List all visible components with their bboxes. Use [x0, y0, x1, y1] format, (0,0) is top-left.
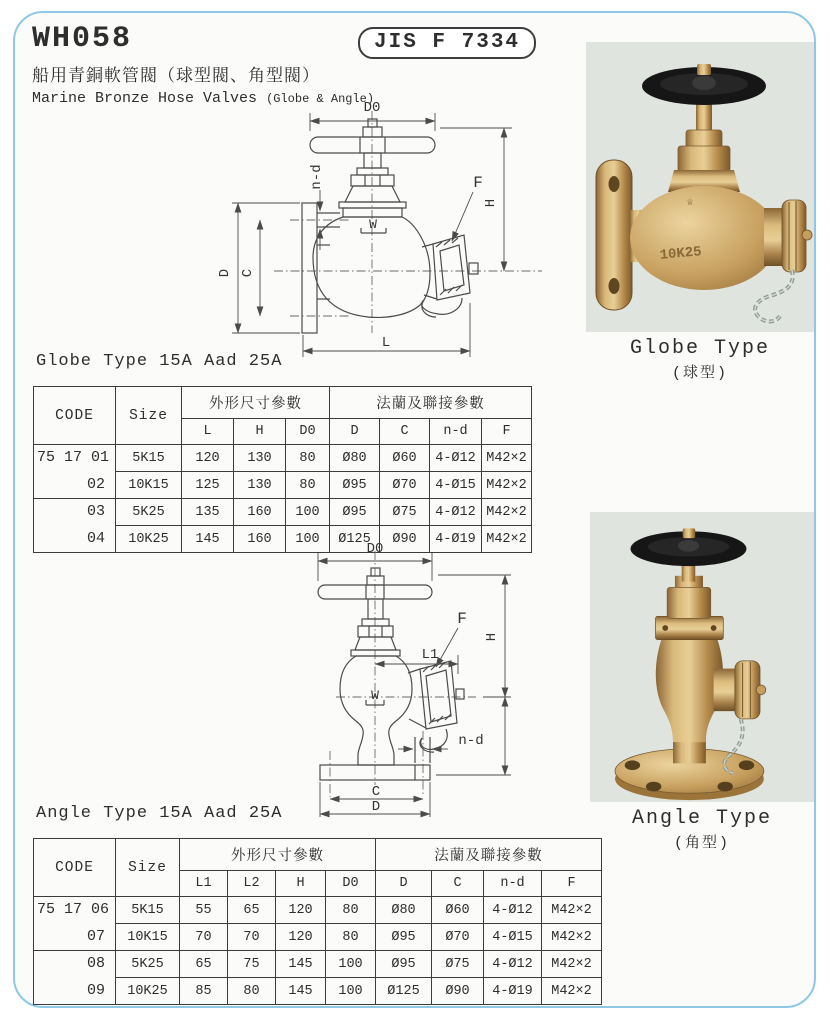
group-header-flange: 法蘭及聯接參數 — [330, 387, 532, 419]
valve-body — [630, 186, 778, 290]
value-cell: 120 — [276, 924, 326, 951]
value-cell: 160 — [234, 499, 286, 526]
col-header: L — [182, 419, 234, 445]
col-header: D0 — [286, 419, 330, 445]
value-cell: 4-Ø12 — [484, 897, 542, 924]
col-header-code: CODE — [34, 387, 116, 445]
dim-label-f: F — [473, 174, 483, 192]
value-cell: 80 — [326, 897, 376, 924]
value-cell: 80 — [228, 978, 276, 1005]
value-cell: Ø95 — [330, 499, 380, 526]
table-row — [34, 978, 602, 1005]
bonnet-hex — [678, 146, 730, 172]
angle-section-label: Angle Type 15A Aad 25A — [36, 804, 283, 823]
col-header: n-d — [430, 419, 482, 445]
crown-cast-icon: ♕ — [686, 197, 694, 209]
code-value: 75 17 01 — [37, 449, 110, 466]
value-cell: Ø95 — [330, 472, 380, 499]
angle-centerlines — [330, 551, 476, 797]
value-cell: M42×2 — [482, 499, 532, 526]
size-cell: 10K15 — [116, 472, 182, 499]
globe-valve-photo-block — [586, 42, 814, 382]
col-header: F — [482, 419, 532, 445]
value-cell: 100 — [326, 978, 376, 1005]
model-number: WH058 — [32, 22, 133, 56]
cast-mark-w: W — [371, 688, 379, 703]
angle-valve-photo-art — [590, 512, 814, 802]
angle-valve-outline — [318, 568, 464, 780]
flange-bolt-hole — [717, 782, 732, 792]
angle-spec-table — [33, 838, 602, 1005]
table-row — [34, 445, 532, 472]
valve-body — [656, 640, 723, 742]
col-header: L2 — [228, 871, 276, 897]
value-cell: 70 — [180, 924, 228, 951]
dim-label-c: C — [240, 268, 256, 278]
globe-valve-photo-art — [586, 42, 814, 332]
value-cell: Ø95 — [376, 924, 432, 951]
value-cell: 145 — [182, 526, 234, 553]
globe-photo-caption-zh: (球型) — [671, 365, 728, 382]
value-cell: 100 — [286, 526, 330, 553]
value-cell: 4-Ø12 — [484, 951, 542, 978]
dim-label-l1: L1 — [421, 647, 439, 663]
gland-nut — [686, 130, 722, 148]
value-cell: 4-Ø15 — [430, 472, 482, 499]
bonnet-hex — [667, 587, 711, 618]
globe-valve-photo — [586, 42, 814, 332]
col-header: H — [234, 419, 286, 445]
col-header: L1 — [180, 871, 228, 897]
col-header: D — [376, 871, 432, 897]
value-cell: 120 — [182, 445, 234, 472]
code-cell — [34, 445, 116, 499]
value-cell: M42×2 — [482, 526, 532, 553]
value-cell: 130 — [234, 472, 286, 499]
flange-bolt-hole — [739, 760, 754, 770]
cast-mark-w: W — [369, 217, 377, 232]
col-header-size: Size — [116, 839, 180, 897]
globe-valve-drawing — [210, 95, 560, 370]
size-cell: 10K25 — [116, 526, 182, 553]
angle-valve-photo-block — [590, 512, 814, 852]
value-cell: Ø60 — [432, 897, 484, 924]
value-cell: 145 — [276, 978, 326, 1005]
dim-label-c: C — [371, 784, 381, 800]
value-cell: 130 — [234, 445, 286, 472]
value-cell: M42×2 — [542, 897, 602, 924]
globe-section-label: Globe Type 15A Aad 25A — [36, 352, 283, 371]
size-cell: 5K15 — [116, 897, 180, 924]
flange-bolt-hole — [609, 176, 620, 192]
angle-valve-photo — [590, 512, 814, 802]
code-value: 07 — [86, 927, 105, 945]
value-cell: 4-Ø12 — [430, 499, 482, 526]
value-cell: 4-Ø19 — [484, 978, 542, 1005]
code-value: 03 — [86, 503, 105, 521]
value-cell: 135 — [182, 499, 234, 526]
value-cell: 75 — [228, 951, 276, 978]
flange-bolt-hole — [609, 278, 620, 294]
value-cell: 65 — [228, 897, 276, 924]
value-cell: M42×2 — [542, 951, 602, 978]
group-header-flange: 法蘭及聯接參數 — [376, 839, 602, 871]
cap-bolt — [756, 685, 766, 695]
title-english-main: Marine Bronze Hose Valves — [32, 89, 258, 107]
code-value: 04 — [86, 529, 105, 547]
col-header: F — [542, 871, 602, 897]
value-cell: 160 — [234, 526, 286, 553]
size-cell: 10K15 — [116, 924, 180, 951]
code-value: 75 17 06 — [37, 901, 110, 918]
value-cell: M42×2 — [542, 978, 602, 1005]
dim-label-d0: D0 — [363, 100, 381, 116]
value-cell: M42×2 — [482, 472, 532, 499]
col-header: C — [432, 871, 484, 897]
cap-bolt — [802, 230, 812, 240]
globe-spec-table — [33, 386, 532, 553]
col-header: C — [380, 419, 430, 445]
flange-bolt-hole — [625, 760, 640, 770]
col-header-code: CODE — [34, 839, 116, 897]
table-row — [34, 924, 602, 951]
col-header-size: Size — [116, 387, 182, 445]
value-cell: 4-Ø19 — [430, 526, 482, 553]
col-header: D — [330, 419, 380, 445]
dim-label-f: F — [457, 610, 467, 628]
value-cell: 100 — [326, 951, 376, 978]
value-cell: 4-Ø12 — [430, 445, 482, 472]
code-cell — [34, 897, 116, 951]
size-cell: 10K25 — [116, 978, 180, 1005]
col-header: H — [276, 871, 326, 897]
value-cell: 4-Ø15 — [484, 924, 542, 951]
value-cell: Ø70 — [380, 472, 430, 499]
globe-centerlines — [274, 111, 542, 333]
value-cell: 65 — [180, 951, 228, 978]
value-cell: Ø80 — [330, 445, 380, 472]
value-cell: 80 — [286, 472, 330, 499]
globe-valve-outline — [302, 119, 478, 333]
dim-label-d: D — [371, 799, 381, 815]
title-english-sub: (Globe & Angle) — [266, 91, 375, 106]
angle-photo-caption-zh: (角型) — [673, 835, 730, 852]
value-cell: 80 — [326, 924, 376, 951]
value-cell: Ø125 — [330, 526, 380, 553]
dim-label-nd: n-d — [309, 164, 325, 190]
value-cell: 55 — [180, 897, 228, 924]
angle-dimension-labels — [367, 541, 500, 815]
value-cell: 125 — [182, 472, 234, 499]
code-value: 02 — [86, 475, 105, 493]
size-cell: 5K15 — [116, 445, 182, 472]
col-header: n-d — [484, 871, 542, 897]
angle-photo-caption: Angle Type — [631, 807, 773, 830]
size-cell: 5K25 — [116, 951, 180, 978]
dim-label-d: D — [217, 268, 233, 278]
group-header-dims: 外形尺寸參數 — [182, 387, 330, 419]
value-cell: 100 — [286, 499, 330, 526]
dim-label-l: L — [381, 335, 391, 351]
code-cell — [34, 499, 116, 553]
value-cell: Ø75 — [380, 499, 430, 526]
globe-dimension-labels — [217, 100, 499, 351]
title-chinese: 船用青銅軟管閥（球型閥、角型閥） — [32, 67, 320, 87]
code-value: 09 — [86, 981, 105, 999]
code-cell — [34, 951, 116, 1005]
value-cell: Ø70 — [432, 924, 484, 951]
cap-chain — [755, 270, 793, 321]
code-value: 08 — [86, 955, 105, 973]
table-row — [34, 951, 602, 978]
group-header-dims: 外形尺寸參數 — [180, 839, 376, 871]
value-cell: 80 — [286, 445, 330, 472]
angle-valve-drawing — [278, 533, 578, 818]
value-cell: Ø95 — [376, 951, 432, 978]
value-cell: 145 — [276, 951, 326, 978]
dim-label-d0: D0 — [366, 541, 384, 557]
value-cell: 85 — [180, 978, 228, 1005]
size-cell: 5K25 — [116, 499, 182, 526]
table-row — [34, 499, 532, 526]
handwheel-nut — [683, 528, 696, 538]
dim-label-nd: n-d — [458, 733, 484, 749]
standard-badge: JIS F 7334 — [358, 27, 536, 59]
dim-label-h: H — [484, 632, 500, 642]
value-cell: 120 — [276, 897, 326, 924]
dim-label-h: H — [483, 198, 499, 208]
body-cast-marking: 10K25 — [659, 244, 703, 264]
handwheel-nut — [697, 64, 711, 75]
value-cell: M42×2 — [542, 924, 602, 951]
value-cell: 70 — [228, 924, 276, 951]
globe-photo-caption: Globe Type — [629, 337, 771, 360]
value-cell: Ø125 — [376, 978, 432, 1005]
value-cell: Ø90 — [380, 526, 430, 553]
col-header: D0 — [326, 871, 376, 897]
value-cell: Ø60 — [380, 445, 430, 472]
flange-bolt-hole — [646, 782, 661, 792]
table-row — [34, 897, 602, 924]
value-cell: Ø75 — [432, 951, 484, 978]
value-cell: Ø90 — [432, 978, 484, 1005]
value-cell: Ø80 — [376, 897, 432, 924]
value-cell: M42×2 — [482, 445, 532, 472]
